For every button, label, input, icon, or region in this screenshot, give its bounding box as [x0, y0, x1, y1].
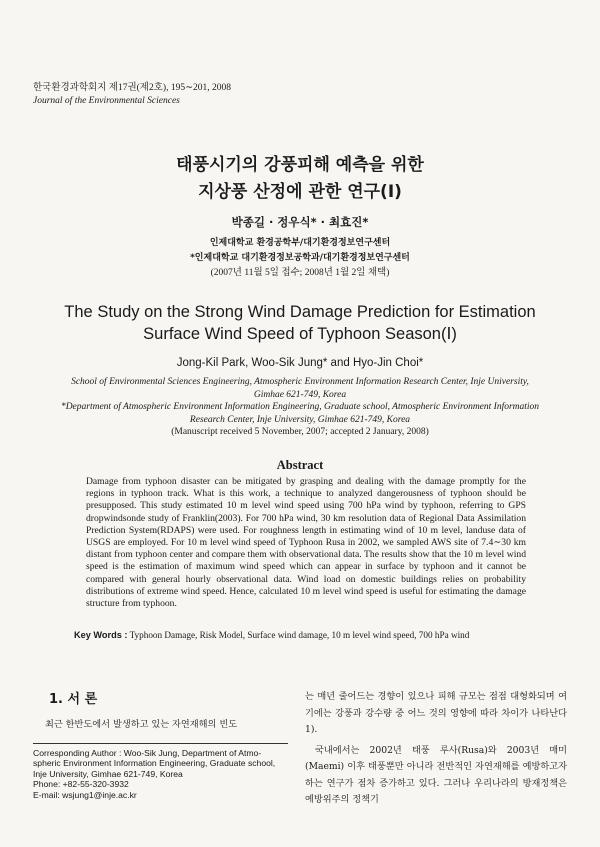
intro-right-paragraph-1: 는 매년 줄어드는 경향이 있으나 피해 규모는 점점 대형화되며 여기에는 강풍과 강수량 중 어느 것의 영향에 따라 차이가 나타난다1). — [305, 691, 567, 735]
manuscript-received: (Manuscript received 5 November, 2007; accepted 2 January, 2008) — [171, 427, 429, 437]
journal-citation-kr: 한국환경과학회지 제17권(제2호), 195∼201, 2008 — [33, 83, 232, 93]
korean-title-line1: 태풍시기의 강풍피해 예측을 위한 — [176, 155, 424, 175]
korean-received-dates: (2007년 11월 5일 접수; 2008년 1월 2일 채택) — [210, 268, 390, 278]
footnote-email: E-mail: wsjung1@inje.ac.kr — [33, 789, 137, 800]
korean-title — [0, 152, 600, 206]
keywords-label: Key Words : — [74, 630, 128, 640]
left-column — [33, 688, 288, 734]
english-title-line1: The Study on the Strong Wind Damage Prediction for Estimation — [64, 303, 536, 321]
journal-name-en: Journal of the Environmental Sciences — [33, 96, 180, 106]
footnote-phone: Phone: +82-55-320-3932 — [33, 779, 129, 790]
korean-affiliations — [0, 236, 600, 281]
english-title — [0, 301, 600, 345]
english-affiliation-1: School of Environmental Sciences Engineering, Atmospheric Environment Information Research Center, Inje University, Gimhae 621-749, Korea — [71, 377, 529, 400]
english-authors: Jong-Kil Park, Woo-Sik Jung* and Hyo-Jin Choi* — [176, 357, 424, 369]
keywords — [74, 630, 544, 640]
english-affiliations — [60, 376, 540, 439]
english-affiliation-2: *Department of Atmospheric Environment Information Engineering, Graduate school, Atmospheric Environment Information Research Center, Inje University, Gimhae 621-749, Korea — [60, 402, 540, 425]
corresponding-author-footnote — [33, 748, 288, 800]
right-column — [305, 689, 567, 809]
korean-authors: 박종길 · 정우식* · 최효진* — [231, 215, 369, 229]
korean-affiliation-2: *인제대학교 대기환경정보공학과/대기환경정보연구센터 — [190, 253, 410, 263]
abstract-text: Damage from typhoon disaster can be mitigated by grasping and dealing with the damage promptly for the regions in typhoon track. What is this work, a technique to analyzed dangerousness of typhoon should be presupposed. This study estimated 10 m level wind speed using 700 hPa wind by typhoon, referring to GPS dropwindsonde study of Franklin(2003). For 700 hPa wind, 30 km resolution data of Regional Data Assimilation Prediction System(RDAPS) were used. For roughness length in estimating wind of 10 m level, landuse data of USGS are employed. For 10 m level wind speed of Typhoon Rusa in 2002, we sampled AWS site of 7.4∼30 km distant from typhoon center and compare them with observational data. The results show that the 10 m level wind speed is the estimation of maximum wind speed which can appear in surface by typhoon and it cannot be compared with general hourly observational data. Wind load on domestic buildings relies on probability distributions of extreme wind speed. Hence, calculated 10 m level wind speed is useful for estimating the damage structure from typhoon. — [86, 476, 526, 610]
section-heading: 1. 서 론 — [49, 692, 98, 707]
intro-left-text: 최근 한반도에서 발생하고 있는 자연재해의 빈도 — [45, 719, 238, 730]
abstract-heading: Abstract — [276, 458, 324, 472]
korean-title-line2: 지상풍 산정에 관한 연구(Ⅰ) — [198, 182, 402, 202]
footnote-line: spheric Environment Information Engineering, Graduate school, — [33, 758, 276, 769]
keywords-text: Typhoon Damage, Risk Model, Surface wind damage, 10 m level wind speed, 700 hPa wind — [129, 630, 470, 640]
intro-right-paragraph-2: 국내에서는 2002년 태풍 루사(Rusa)와 2003년 매미(Maemi) 이후 태풍뿐만 아니라 전반적인 자연재해를 예방하고자하는 연구가 점차 증가하고 있다. 그러나 우리나라의 방재정책은 예방위주의 정책기 — [305, 744, 567, 805]
footnote-divider — [33, 743, 288, 744]
english-title-line2: Surface Wind Speed of Typhoon Season(Ⅰ) — [143, 325, 457, 343]
journal-info — [33, 82, 231, 108]
footnote-line: Inje University, Gimhae 621-749, Korea — [33, 768, 183, 779]
korean-affiliation-1: 인제대학교 환경공학부/대기환경정보연구센터 — [209, 238, 391, 248]
footnote-line: Corresponding Author : Woo-Sik Jung, Department of Atmo- — [33, 748, 262, 758]
